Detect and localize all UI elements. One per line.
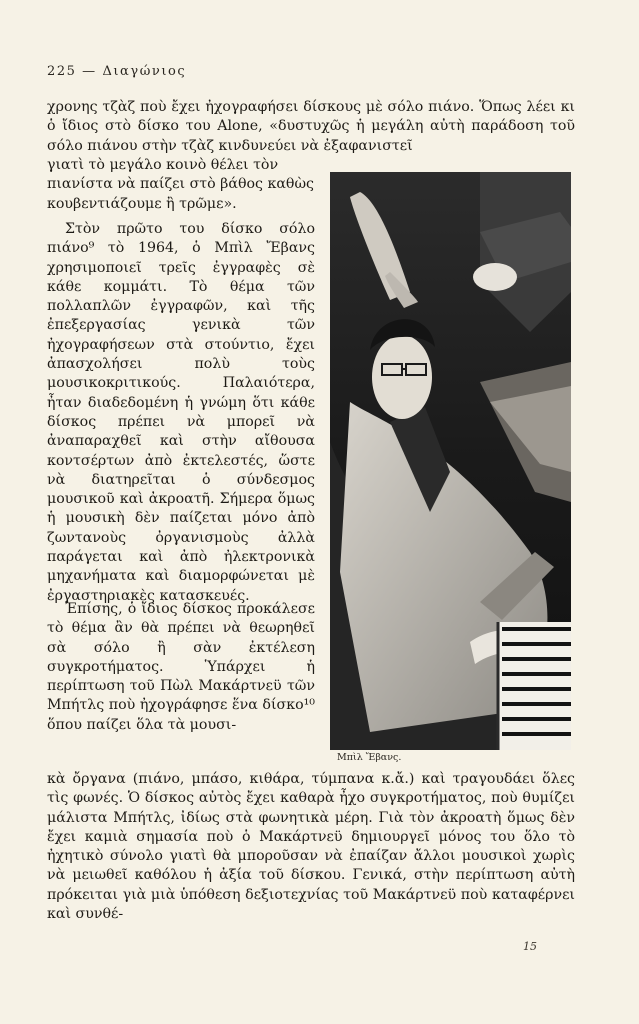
running-head: 225 — Διαγώνιος xyxy=(47,64,187,79)
bottom-paragraph: κὰ ὄργανα (πιάνο, μπάσο, κιθάρα, τύμπανα κ.ἄ.) καὶ τραγουδάει ὅλες τὶς φωνές. Ὁ δίσκος αὐτὸς ἔχει καθαρὰ ἦχο συγκροτήματος, ποὺ θυμίζει μάλιστα Μπήτλς, ἰδίως στὰ φωνητικὰ μέρη. Γιὰ τὸν ἀκροατὴ ὅμως δὲν ἔχει καμιὰ σημασία ποὺ ὁ Μακάρτνεϋ δημιουργεῖ μόνος του ὅλο τὸ ἠχητικὸ σύνολο γιατὶ θὰ μποροῦσαν νὰ ἐπαίζαν ἄλλοι μουσικοὶ χωρὶς νὰ μειωθεῖ καθόλου ἡ ἀξία τοῦ δίσκου. Γενικά, στὴν περίπτωση αὐτὴ πρόκειται γιὰ μιὰ ὑπόθεση δεξιοτεχνίας τοῦ Μακάρτνεϋ ποὺ καταφέρνει καὶ συνθέ- xyxy=(47,771,575,923)
column-paragraph-3: Ἐπίσης, ὁ ἴδιος δίσκος προκάλεσε τὸ θέμα ἂν θὰ πρέπει νὰ θεωρηθεῖ σὰ σόλο ἢ σὰν ἐκτέλεση συγκροτήματος. Ὑπάρχει ἡ περίπτωση τοῦ Πὼλ Μακάρτνεϋ τῶν Μπήτλς ποὺ ἠχογράφησε ἕνα δίσκο¹⁰ ὅπου παίζει ὅλα τὰ μουσι- xyxy=(47,601,315,733)
photo-caption: Μπὶλ Ἔβανς. xyxy=(337,752,402,763)
photo-illustration xyxy=(330,172,571,750)
column-paragraph-2: Στὸν πρῶτο του δίσκο σόλο πιάνο⁹ τὸ 1964, ὁ Μπὶλ Ἔβανς χρησιμοποιεῖ τρεῖς ἐγγραφὲς σὲ κάθε κομμάτι. Τὸ θέμα τῶν πολλαπλῶν ἐγγραφῶν, καὶ τῆς ἐπεξεργασίας γενικὰ τῶν ἠχογραφήσεων στὰ στούντιο, ἔχει ἀπασχολήσει πολὺ τοὺς μουσικοκριτικούς. Παλαιότερα, ἦταν διαδεδομένη ἡ γνώμη ὅτι κάθε δίσκος πρέπει νὰ μπορεῖ νὰ ἀναπαραχθεῖ καὶ στὴν αἴθουσα κοντσέρτων ἀπὸ ἐκτελεστές, ὥστε νὰ διατηρεῖται ὁ σύνδεσμος μουσικοῦ καὶ ἀκροατῆ. Σήμερα ὅμως ἡ μουσικὴ δὲν παίζεται μόνο ἀπὸ ζωντανοὺς ὀργανισμοὺς ἀλλὰ παράγεται καὶ ἀπὸ ἠλεκτρονικὰ μηχανήματα καὶ διαμορφώνεται μὲ ἐργαστηριακὲς κατασκευές. xyxy=(47,221,315,604)
bill-evans-photo xyxy=(330,172,571,750)
top-paragraph: χρονης τζὰζ ποὺ ἔχει ἠχογραφήσει δίσκους μὲ σόλο πιάνο. Ὅπως λέει κι ὁ ἴδιος στὸ δίσκο του Alone, «δυστυχῶς ἡ μεγάλη αὐτὴ παράδοση τοῦ σόλο πιάνου στὴν τζὰζ κινδυνεύει νὰ ἐξαφανιστεῖ xyxy=(47,99,575,154)
column-paragraph-1: γιατὶ τὸ μεγάλο κοινὸ θέλει τὸν πιανίστα νὰ παίζει στὸ βάθος καθὼς κουβεντιάζουμε ἢ τρῶμε». xyxy=(47,157,314,212)
page-number: 15 xyxy=(523,940,537,953)
